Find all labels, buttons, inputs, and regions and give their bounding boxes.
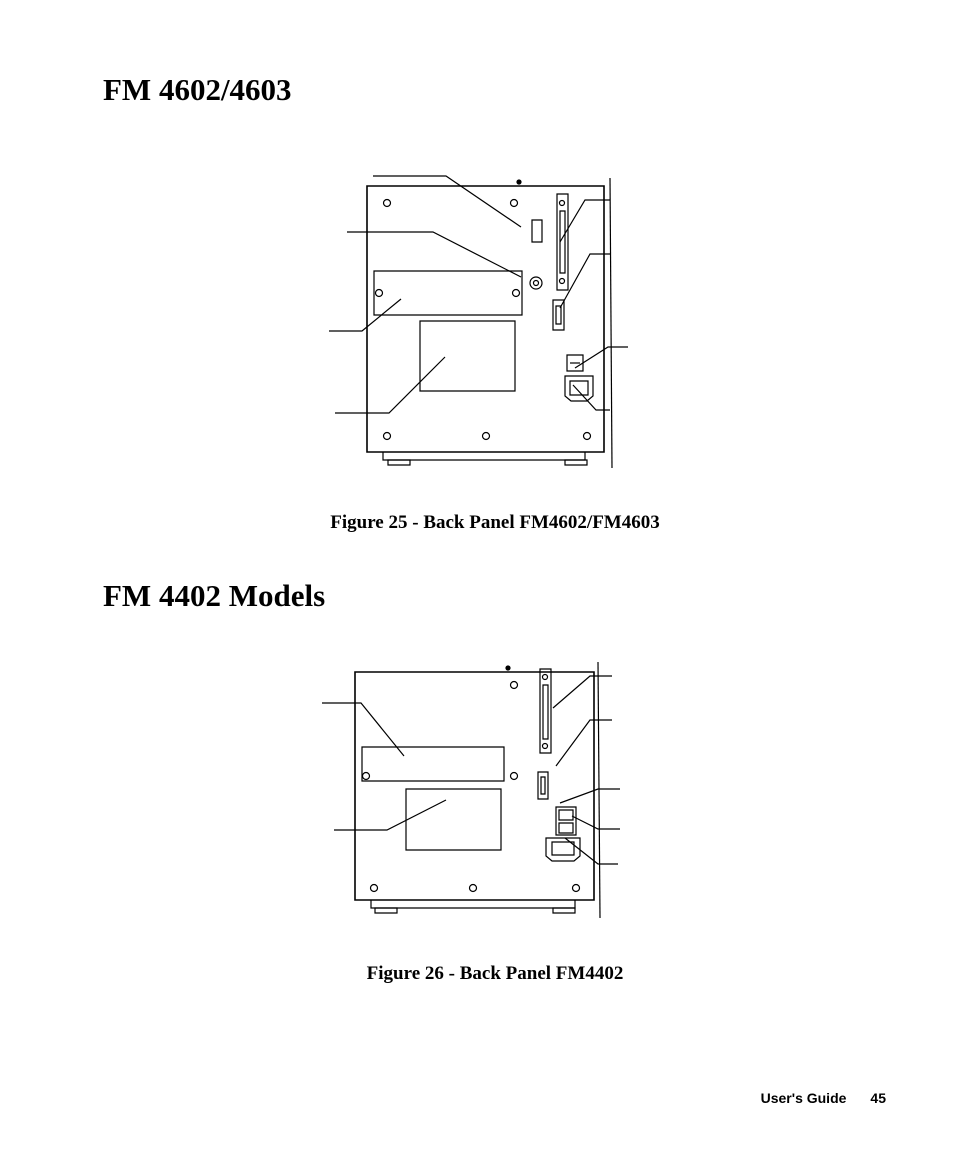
- section-heading-fm4602: FM 4602/4603: [103, 72, 292, 107]
- figure-26-back-panel-drawing: [0, 640, 954, 940]
- footer-guide-title: User's Guide: [760, 1090, 847, 1106]
- section-heading-fm4402: FM 4402 Models: [103, 578, 326, 613]
- figure-26-caption: Figure 26 - Back Panel FM4402: [366, 963, 624, 984]
- page-number: 45: [870, 1090, 886, 1106]
- page-footer: [761, 1091, 886, 1105]
- figure-25-caption: Figure 25 - Back Panel FM4602/FM4603: [330, 512, 660, 533]
- figure-25-back-panel-drawing: [0, 0, 954, 540]
